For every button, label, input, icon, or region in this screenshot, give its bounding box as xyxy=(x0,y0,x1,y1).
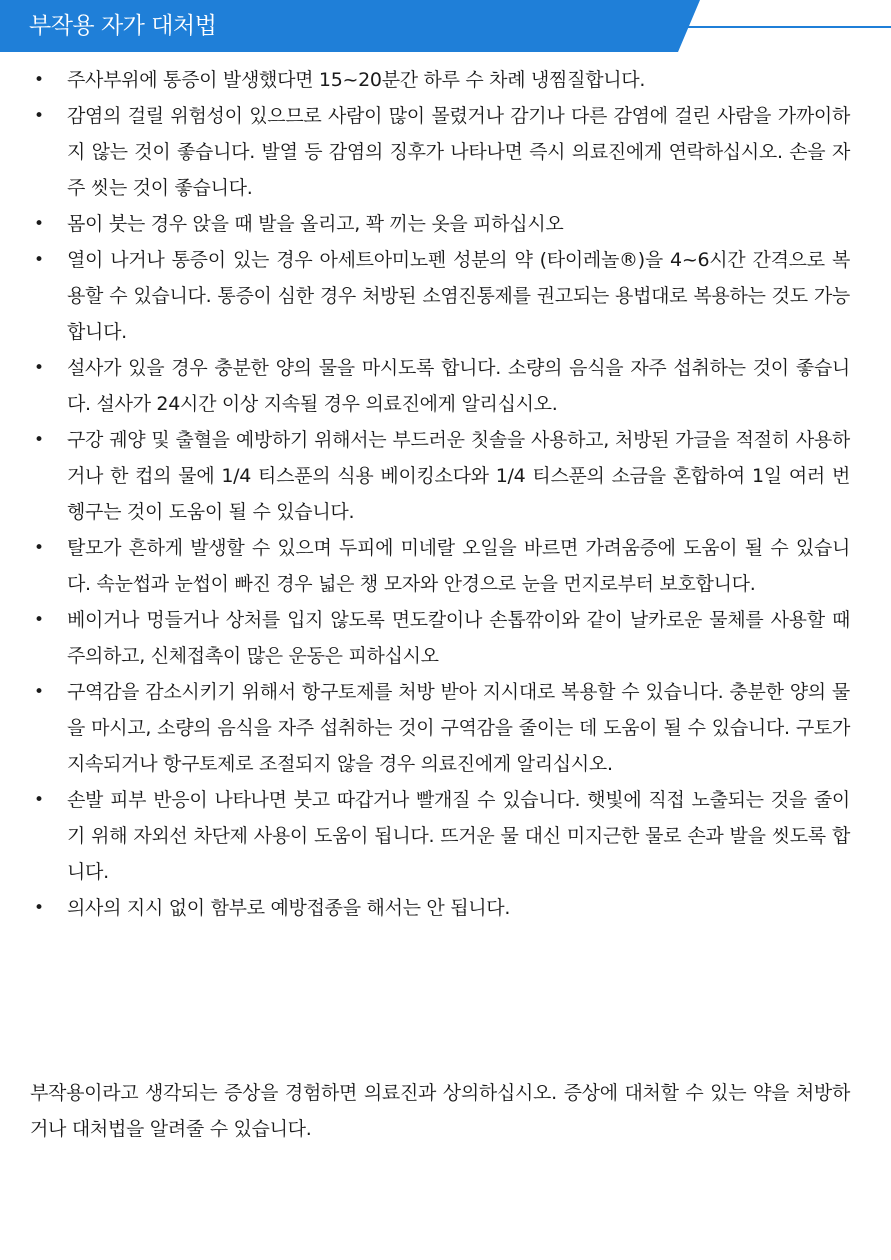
list-item-text: 주사부위에 통증이 발생했다면 15~20분간 하루 수 차례 냉찜질합니다. xyxy=(67,69,646,91)
bullet-icon: • xyxy=(34,898,44,918)
list-item-text: 설사가 있을 경우 충분한 양의 물을 마시도록 합니다. 소량의 음식을 자주 섭취하는 것이 좋습니다. 설사가 24시간 이상 지속될 경우 의료진에게 알리십시오. xyxy=(67,357,850,415)
list-item xyxy=(30,98,850,206)
list-item xyxy=(30,242,850,350)
bullet-icon: • xyxy=(34,358,44,378)
list-item-text: 감염의 걸릴 위험성이 있으므로 사람이 많이 몰렸거나 감기나 다른 감염에 걸린 사람을 가까이하지 않는 것이 좋습니다. 발열 등 감염의 징후가 나타나면 즉시 의료진에게 연락하십시오. 손을 자주 씻는 것이 좋습니다. xyxy=(67,105,850,199)
list-item-text: 구강 궤양 및 출혈을 예방하기 위해서는 부드러운 칫솔을 사용하고, 처방된 가글을 적절히 사용하거나 한 컵의 물에 1/4 티스푼의 식용 베이킹소다와 1/4 티스푼의 소금을 혼합하여 1일 여러 번 헹구는 것이 도움이 될 수 있습니다. xyxy=(67,429,850,523)
bullet-icon: • xyxy=(34,214,44,234)
list-item xyxy=(30,350,850,422)
bullet-icon: • xyxy=(34,106,44,126)
bullet-icon: • xyxy=(34,538,44,558)
bullet-icon: • xyxy=(34,682,44,702)
list-item-text: 의사의 지시 없이 함부로 예방접종을 해서는 안 됩니다. xyxy=(67,897,511,919)
list-item-text: 몸이 붓는 경우 앉을 때 발을 올리고, 꽉 끼는 옷을 피하십시오 xyxy=(67,213,564,235)
list-item xyxy=(30,422,850,530)
section-header xyxy=(0,0,891,60)
bullet-icon: • xyxy=(34,610,44,630)
list-item xyxy=(30,674,850,782)
list-item-text: 탈모가 흔하게 발생할 수 있으며 두피에 미네랄 오일을 바르면 가려움증에 도움이 될 수 있습니다. 속눈썹과 눈썹이 빠진 경우 넓은 챙 모자와 안경으로 눈을 먼지로부터 보호합니다. xyxy=(67,537,850,595)
bullet-icon: • xyxy=(34,430,44,450)
bullet-icon: • xyxy=(34,790,44,810)
list-item-text: 열이 나거나 통증이 있는 경우 아세트아미노펜 성분의 약 (타이레놀®)을 4~6시간 간격으로 복용할 수 있습니다. 통증이 심한 경우 처방된 소염진통제를 권고되는 용법대로 복용하는 것도 가능합니다. xyxy=(67,249,850,343)
list-item-text: 베이거나 멍들거나 상처를 입지 않도록 면도칼이나 손톱깎이와 같이 날카로운 물체를 사용할 때 주의하고, 신체접촉이 많은 운동은 피하십시오 xyxy=(67,609,850,667)
bullet-icon: • xyxy=(34,70,44,90)
list-item xyxy=(30,530,850,602)
list-item-text: 구역감을 감소시키기 위해서 항구토제를 처방 받아 지시대로 복용할 수 있습니다. 충분한 양의 물을 마시고, 소량의 음식을 자주 섭취하는 것이 구역감을 줄이는 데 도움이 될 수 있습니다. 구토가 지속되거나 항구토제로 조절되지 않을 경우 의료진에게 알리십시오. xyxy=(67,681,850,775)
list-item xyxy=(30,206,850,242)
list-item xyxy=(30,62,850,98)
closing-paragraph: 부작용이라고 생각되는 증상을 경험하면 의료진과 상의하십시오. 증상에 대처할 수 있는 약을 처방하거나 대처법을 알려줄 수 있습니다. xyxy=(30,1082,850,1140)
list-item xyxy=(30,782,850,890)
page-title: 부작용 자가 대처법 xyxy=(29,13,217,39)
list-item-text: 손발 피부 반응이 나타나면 붓고 따갑거나 빨개질 수 있습니다. 햇빛에 직접 노출되는 것을 줄이기 위해 자외선 차단제 사용이 도움이 됩니다. 뜨거운 물 대신 미지근한 물로 손과 발을 씻도록 합니다. xyxy=(67,789,850,883)
list-item xyxy=(30,602,850,674)
header-divider-line xyxy=(680,26,891,28)
self-care-list xyxy=(30,62,850,926)
bullet-icon: • xyxy=(34,250,44,270)
list-item xyxy=(30,890,850,926)
